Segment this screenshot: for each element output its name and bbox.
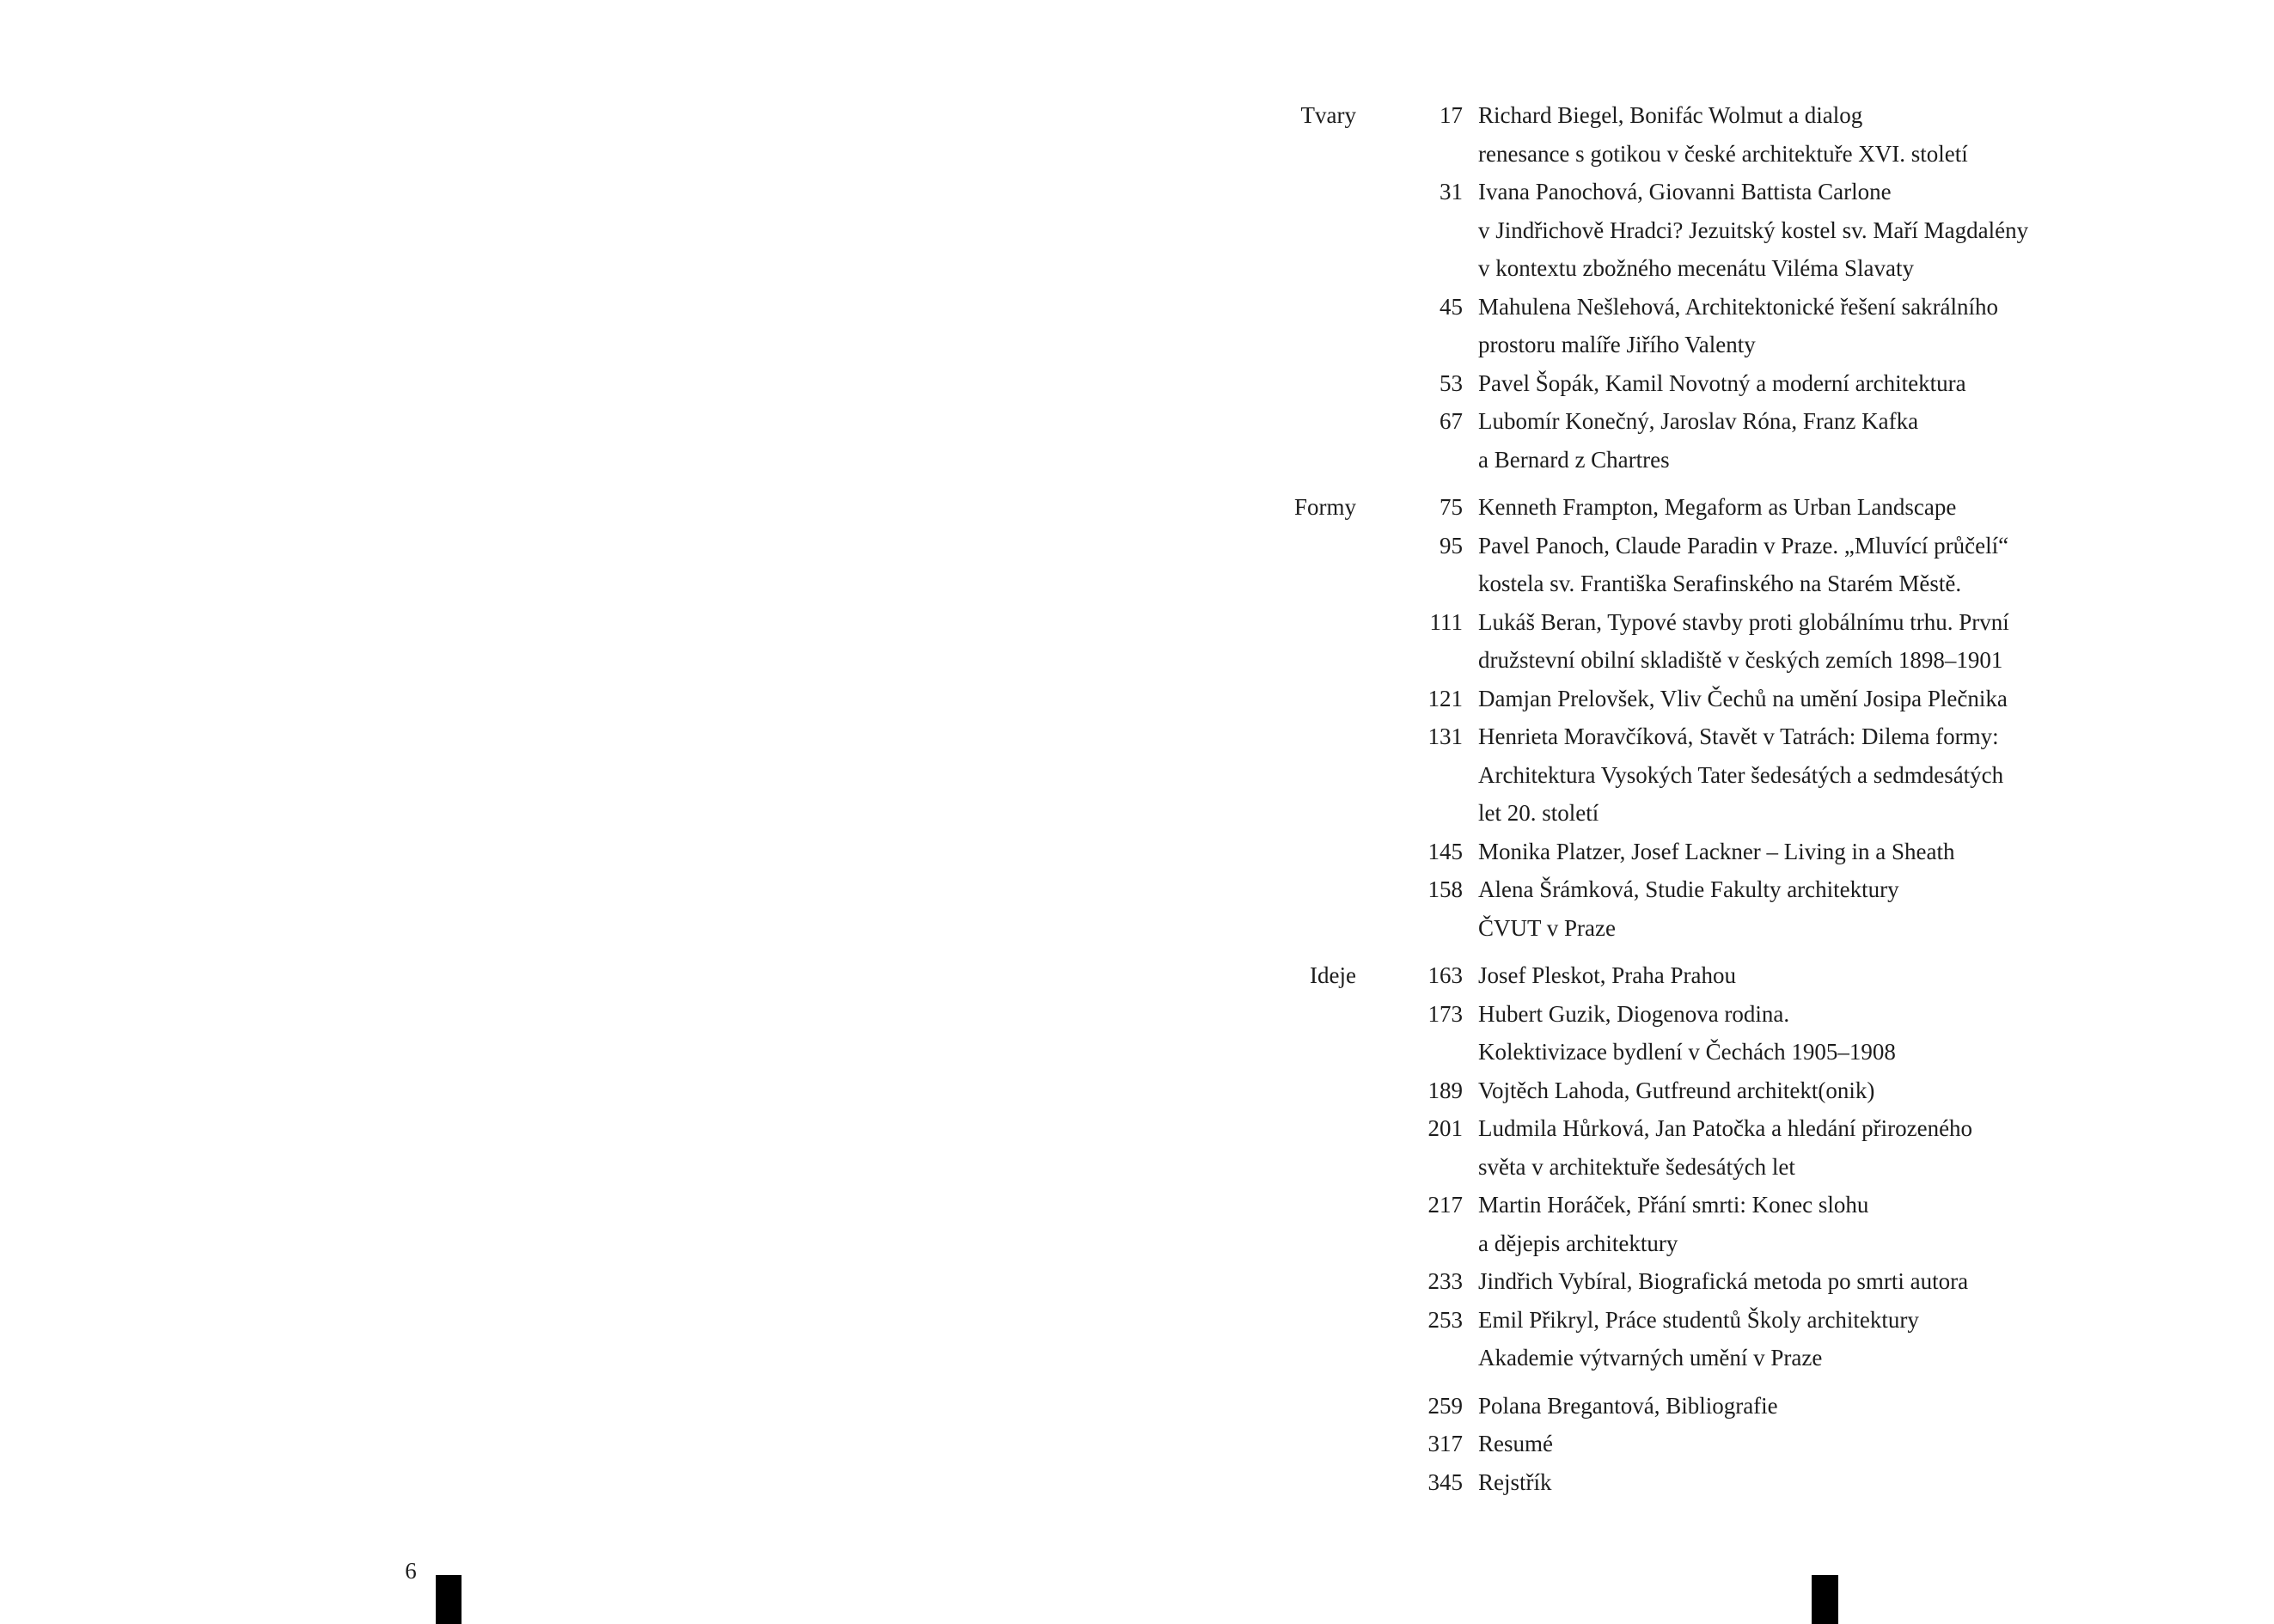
entry-page-number: 163	[1427, 962, 1463, 988]
toc-entry	[1356, 527, 2009, 603]
entry-title	[1463, 1301, 1919, 1377]
entry-title	[1463, 288, 1998, 364]
entry-title	[1463, 1463, 1552, 1502]
entry-title	[1463, 1186, 1868, 1262]
entry-page-number: 317	[1427, 1431, 1463, 1456]
toc-entry	[1356, 288, 2028, 364]
entry-page-number: 253	[1427, 1306, 1463, 1333]
entry-page-number: 17	[1440, 102, 1463, 128]
toc-entry	[1356, 402, 2028, 479]
entry-title-line: v Jindřichově Hradci? Jezuitský kostel sv. Maří Magdalény	[1478, 217, 2029, 243]
entry-title	[1463, 527, 2008, 603]
entry-title-line: Kenneth Frampton, Megaform as Urban Landscape	[1478, 494, 1957, 520]
section-entries	[1356, 96, 2028, 479]
entry-page-number: 111	[1429, 608, 1463, 635]
toc-section-formy	[1098, 488, 2028, 947]
entry-title-line: Kolektivizace bydlení v Čechách 1905–1908	[1478, 1039, 1896, 1065]
entry-page-number: 217	[1427, 1192, 1463, 1218]
toc-entry	[1356, 96, 2028, 173]
entry-title-line: Josef Pleskot, Praha Prahou	[1478, 962, 1736, 988]
entry-title	[1463, 1387, 1778, 1426]
entry-title-line: let 20. století	[1478, 800, 1599, 826]
folio-page-number: 6	[405, 1558, 417, 1584]
entry-title-line: Pavel Šopák, Kamil Novotný a moderní architektura	[1478, 369, 1966, 396]
entry-title	[1463, 1425, 1553, 1463]
entry-page-number: 131	[1427, 723, 1463, 749]
entry-title-line: Rejstřík	[1478, 1468, 1552, 1495]
toc-entry	[1356, 1109, 1972, 1186]
section-label: Ideje	[1310, 962, 1356, 988]
toc-entry	[1356, 1186, 1972, 1262]
entry-title-line: Emil Přikryl, Práce studentů Školy architektury	[1478, 1306, 1919, 1333]
section-entries	[1356, 956, 1972, 1377]
entry-title	[1463, 1071, 1874, 1110]
entry-title-line: Monika Platzer, Josef Lackner – Living in a Sheath	[1478, 838, 1955, 864]
print-mark-right	[1812, 1575, 1838, 1624]
entry-page-number: 75	[1440, 494, 1463, 520]
entry-page-number: 53	[1440, 369, 1463, 396]
entry-title-line: světa v architektuře šedesátých let	[1478, 1153, 1795, 1180]
toc-entry	[1356, 603, 2009, 680]
toc-entry	[1356, 870, 2009, 947]
toc-entry	[1356, 1387, 1778, 1426]
toc-entry	[1356, 717, 2009, 833]
section-label: Formy	[1293, 494, 1356, 520]
toc-entry	[1356, 1301, 1972, 1377]
entry-page-number: 345	[1427, 1468, 1463, 1495]
toc-entry	[1356, 680, 2009, 718]
entry-title	[1463, 173, 2028, 288]
entry-title-line: a dějepis architektury	[1478, 1230, 1678, 1256]
entry-title-line: Architektura Vysokých Tater šedesátých a sedmdesátých	[1478, 761, 2004, 788]
entry-title-line: prostoru malíře Jiřího Valenty	[1478, 332, 1756, 357]
toc-section-ideje	[1098, 956, 2028, 1377]
entry-title-line: a Bernard z Chartres	[1478, 446, 1670, 473]
entry-title-line: Mahulena Nešlehová, Architektonické řešení sakrálního	[1478, 293, 1999, 320]
toc-entry	[1356, 995, 1972, 1071]
entry-title-line: renesance s gotikou v české architektuře XVI. století	[1478, 140, 1968, 167]
entry-title-line: v kontextu zbožného mecenátu Viléma Slavaty	[1478, 255, 1914, 281]
entry-title	[1463, 956, 1736, 995]
entry-page-number: 121	[1427, 685, 1463, 711]
entry-page-number: 173	[1427, 1000, 1463, 1027]
entry-title	[1463, 1262, 1968, 1301]
entry-page-number: 45	[1440, 293, 1463, 320]
entry-page-number: 259	[1427, 1392, 1463, 1419]
entry-title-line: Martin Horáček, Přání smrti: Konec slohu	[1478, 1192, 1869, 1218]
entry-title-line: Henrieta Moravčíková, Stavět v Tatrách: Dilema formy:	[1478, 723, 1999, 749]
entry-title-line: Pavel Panoch, Claude Paradin v Praze. „Mluvící průčelí“	[1478, 532, 2009, 559]
section-entries	[1356, 488, 2009, 947]
toc-entry	[1356, 488, 2009, 527]
entry-title-line: Alena Šrámková, Studie Fakulty architektury	[1478, 876, 1899, 902]
toc-entry	[1356, 173, 2028, 288]
entry-title	[1463, 1109, 1972, 1186]
entry-title	[1463, 96, 1968, 173]
entry-title-line: Ivana Panochová, Giovanni Battista Carlone	[1478, 179, 1892, 205]
entry-title	[1463, 995, 1896, 1071]
entry-title-line: družstevní obilní skladiště v českých zemích 1898–1901	[1478, 647, 2003, 673]
section-entries	[1356, 1387, 1778, 1502]
entry-title-line: Lubomír Konečný, Jaroslav Róna, Franz Kafka	[1478, 408, 1919, 434]
section-label: Tvary	[1300, 102, 1356, 128]
entry-title	[1463, 603, 2009, 680]
toc-section-endmatter	[1098, 1387, 2028, 1502]
entry-title	[1463, 680, 2008, 718]
entry-title	[1463, 717, 2003, 833]
entry-title-line: Lukáš Beran, Typové stavby proti globálnímu trhu. První	[1478, 608, 2009, 635]
entry-title-line: ČVUT v Praze	[1478, 914, 1616, 941]
toc-entry	[1356, 1071, 1972, 1110]
entry-page-number: 158	[1427, 876, 1463, 902]
entry-title-line: Polana Bregantová, Bibliografie	[1478, 1392, 1778, 1419]
toc-entry	[1356, 364, 2028, 403]
entry-title	[1463, 402, 1918, 479]
entry-page-number: 189	[1427, 1077, 1463, 1103]
entry-page-number: 95	[1440, 532, 1463, 559]
entry-title-line: Resumé	[1478, 1431, 1553, 1456]
entry-page-number: 67	[1440, 408, 1463, 434]
entry-title	[1463, 364, 1966, 403]
entry-title	[1463, 488, 1956, 527]
toc-entry	[1356, 1463, 1778, 1502]
entry-title-line: Damjan Prelovšek, Vliv Čechů na umění Josipa Plečnika	[1478, 685, 2008, 711]
entry-title-line: Richard Biegel, Bonifác Wolmut a dialog	[1478, 102, 1863, 128]
entry-page-number: 145	[1427, 838, 1463, 864]
entry-title	[1463, 833, 1955, 871]
entry-title-line: Ludmila Hůrková, Jan Patočka a hledání přirozeného	[1478, 1115, 1973, 1141]
entry-page-number: 201	[1427, 1115, 1463, 1141]
entry-title	[1463, 870, 1899, 947]
entry-title-line: kostela sv. Františka Serafinského na Starém Městě.	[1478, 571, 1962, 596]
entry-page-number: 31	[1440, 179, 1463, 205]
entry-title-line: Vojtěch Lahoda, Gutfreund architekt(onik)	[1478, 1077, 1875, 1103]
toc-entry	[1356, 956, 1972, 995]
entry-page-number: 233	[1427, 1268, 1463, 1294]
toc-entry	[1356, 1262, 1972, 1301]
entry-title-line: Akademie výtvarných umění v Praze	[1478, 1345, 1823, 1371]
print-mark-left	[436, 1575, 462, 1624]
entry-title-line: Jindřich Vybíral, Biografická metoda po smrti autora	[1478, 1268, 1969, 1294]
toc-entry	[1356, 833, 2009, 871]
toc-entry	[1356, 1425, 1778, 1463]
entry-title-line: Hubert Guzik, Diogenova rodina.	[1478, 1000, 1790, 1027]
table-of-contents	[1098, 96, 2028, 1501]
toc-section-tvary	[1098, 96, 2028, 479]
